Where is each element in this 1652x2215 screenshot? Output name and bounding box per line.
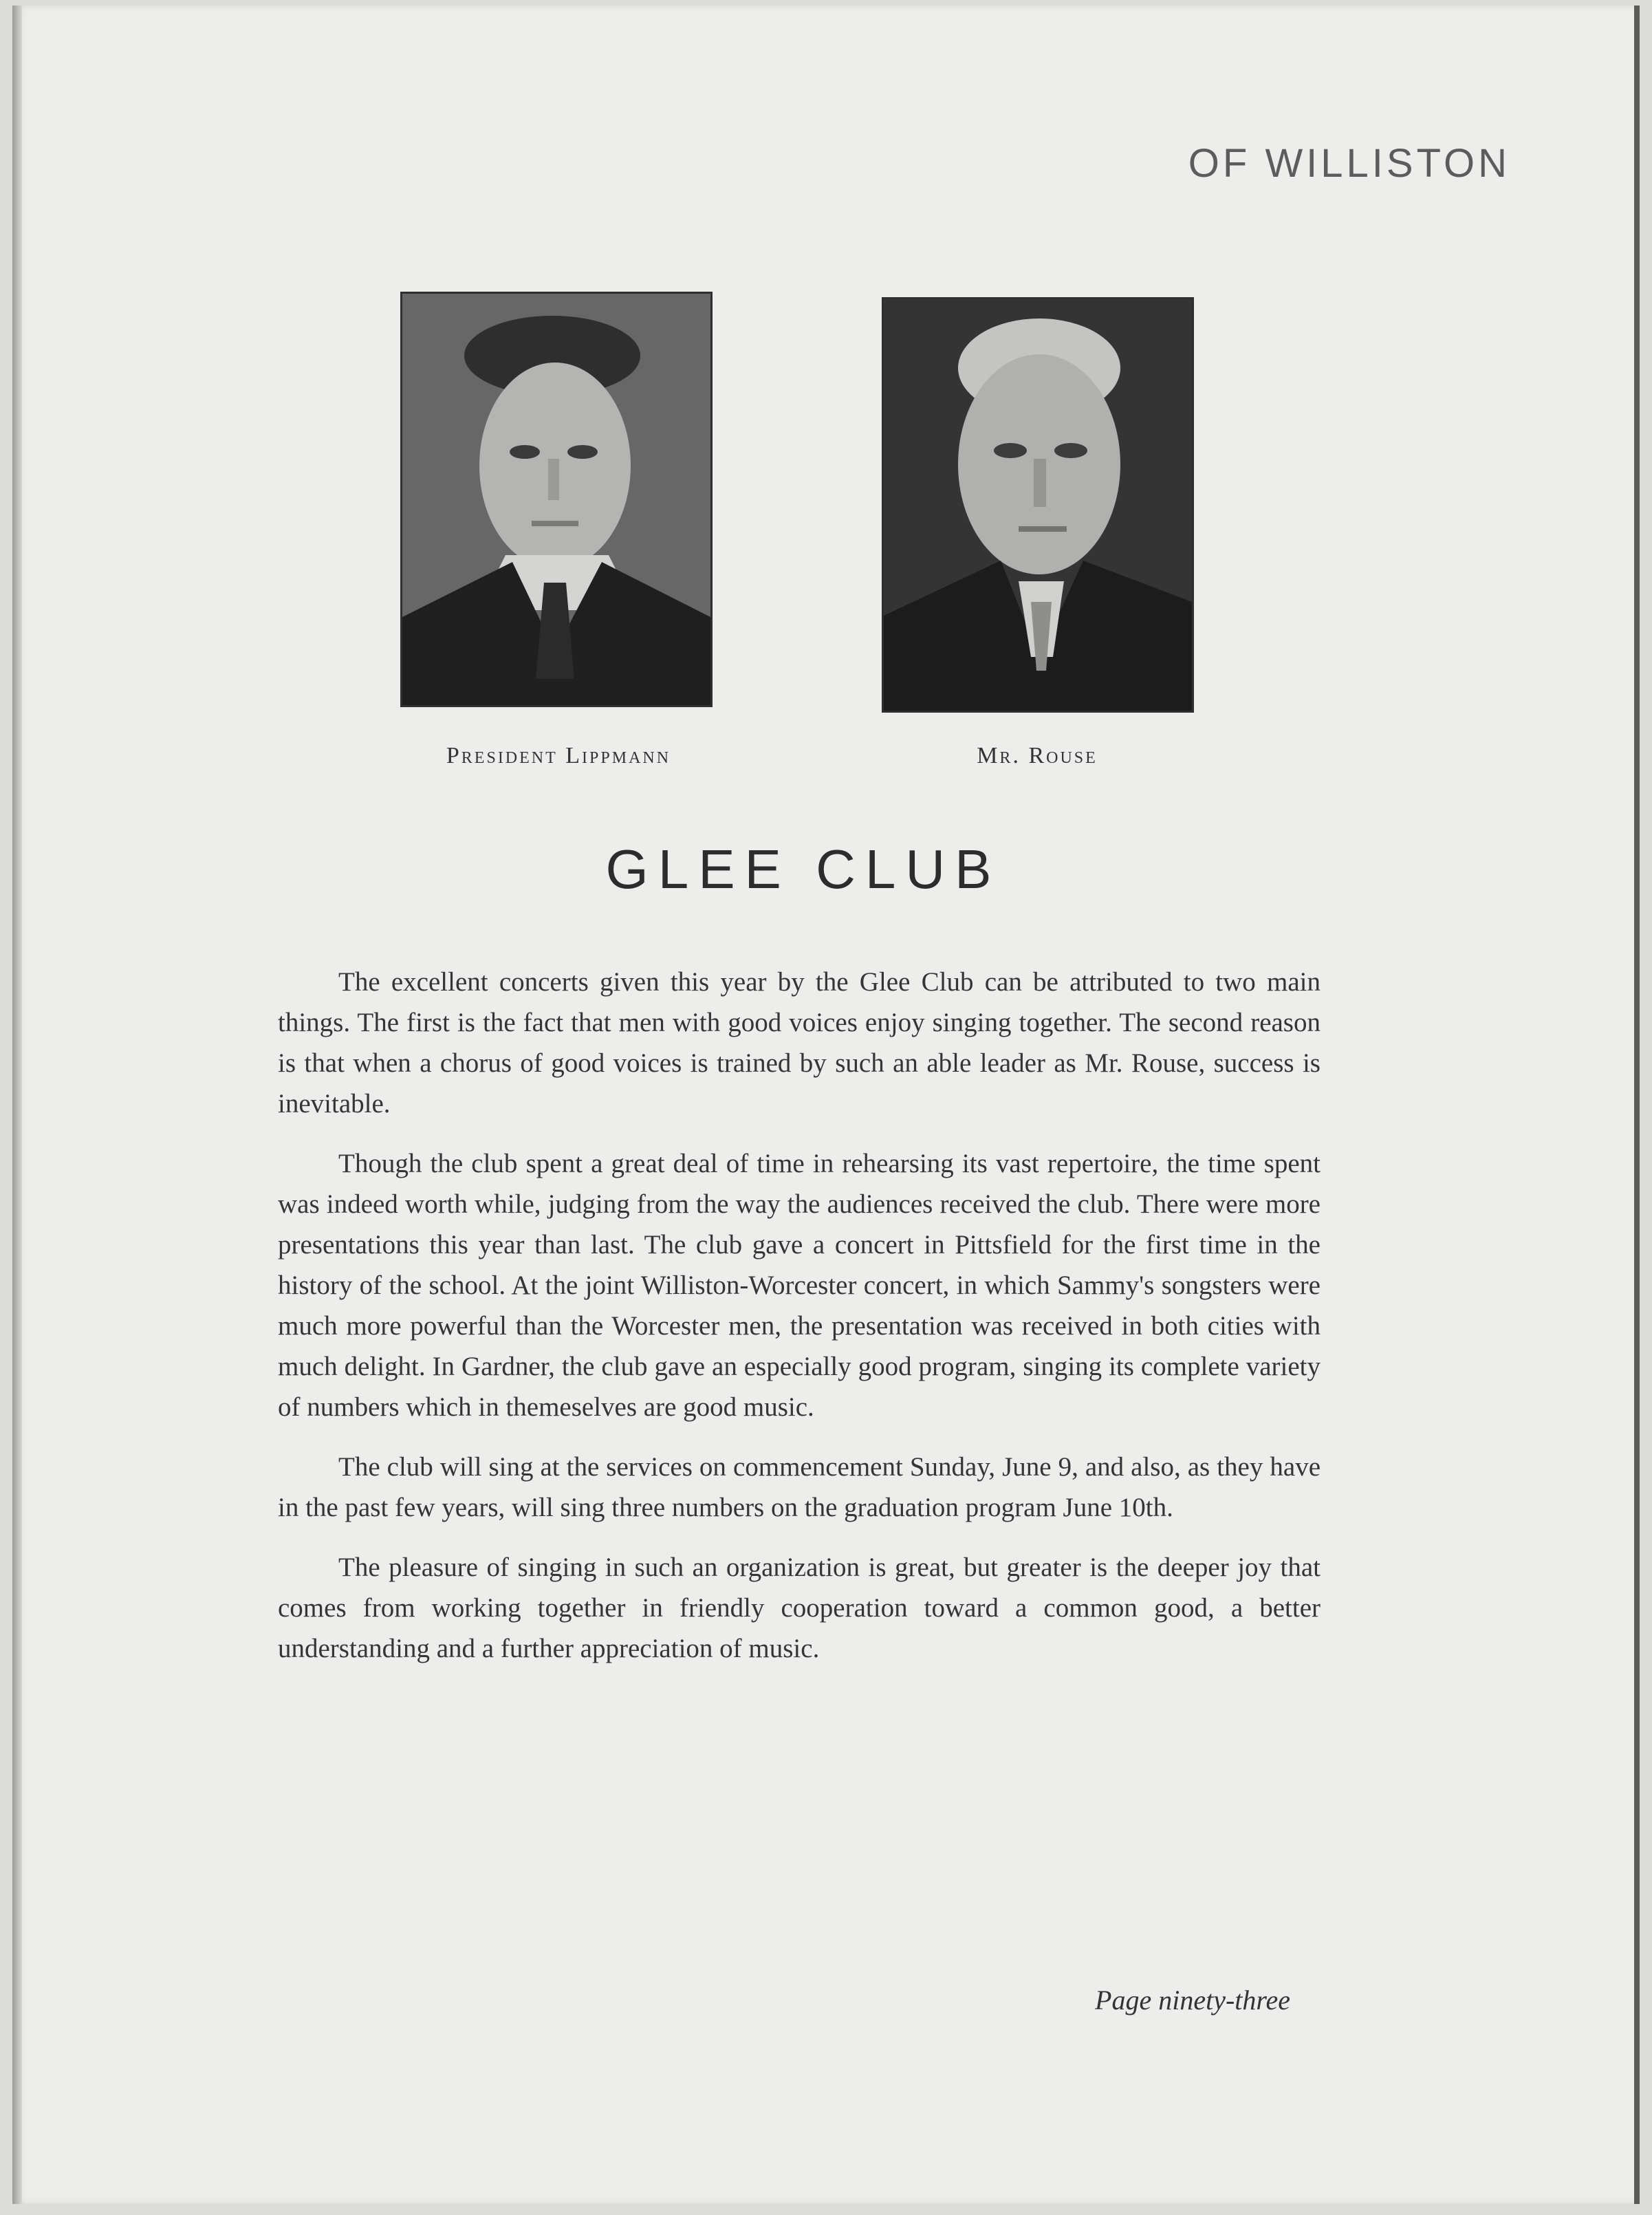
article-paragraph: The pleasure of singing in such an organization is great, but greater is the deeper joy that comes from working together in friendly cooperation toward a common good, a better understanding and a further appreciation of music. (278, 1553, 1320, 1663)
portrait-photo-icon (402, 294, 710, 705)
page-number: Page ninety-three (1095, 1985, 1290, 2016)
article-paragraph: The excellent concerts given this year by the Glee Club can be attributed to two main things. The first is the fact that men with good voices enjoy singing together. The second reason is that when a chorus of good voices is trained by such an able leader as Mr. Rouse, success is inevitable. (278, 967, 1320, 1119)
running-head: OF WILLISTON (1188, 141, 1510, 186)
page-spine-edge (12, 6, 22, 2204)
portrait-president-lippmann (400, 292, 713, 707)
article-paragraph: Though the club spent a great deal of time in rehearsing its vast repertoire, the time spent was indeed worth while, judging from the way the audiences received the club. There were more presentations this year than last. The club gave a concert in Pittsfield for the first time in the history of the school. At the joint Williston-Worcester concert, in which Sammy's songsters were much more powerful than the Worcester men, the presentation was received in both cities with much delight. In Gardner, the club gave an especially good program, singing its complete variety of numbers which in themeselves are good music. (278, 1149, 1320, 1422)
portrait-mr-rouse (882, 297, 1194, 713)
portrait-photo-icon (884, 299, 1192, 711)
portrait-caption-president-lippmann: President Lippmann (446, 743, 671, 768)
article-paragraph: The club will sing at the services on commencement Sunday, June 9, and also, as they have in the past few years, will sing three numbers on the graduation program June 10th. (278, 1452, 1320, 1522)
article-title: GLEE CLUB (605, 839, 1001, 900)
article-body (278, 962, 1320, 1688)
portrait-caption-mr-rouse: Mr. Rouse (977, 743, 1098, 768)
yearbook-page (12, 6, 1640, 2204)
